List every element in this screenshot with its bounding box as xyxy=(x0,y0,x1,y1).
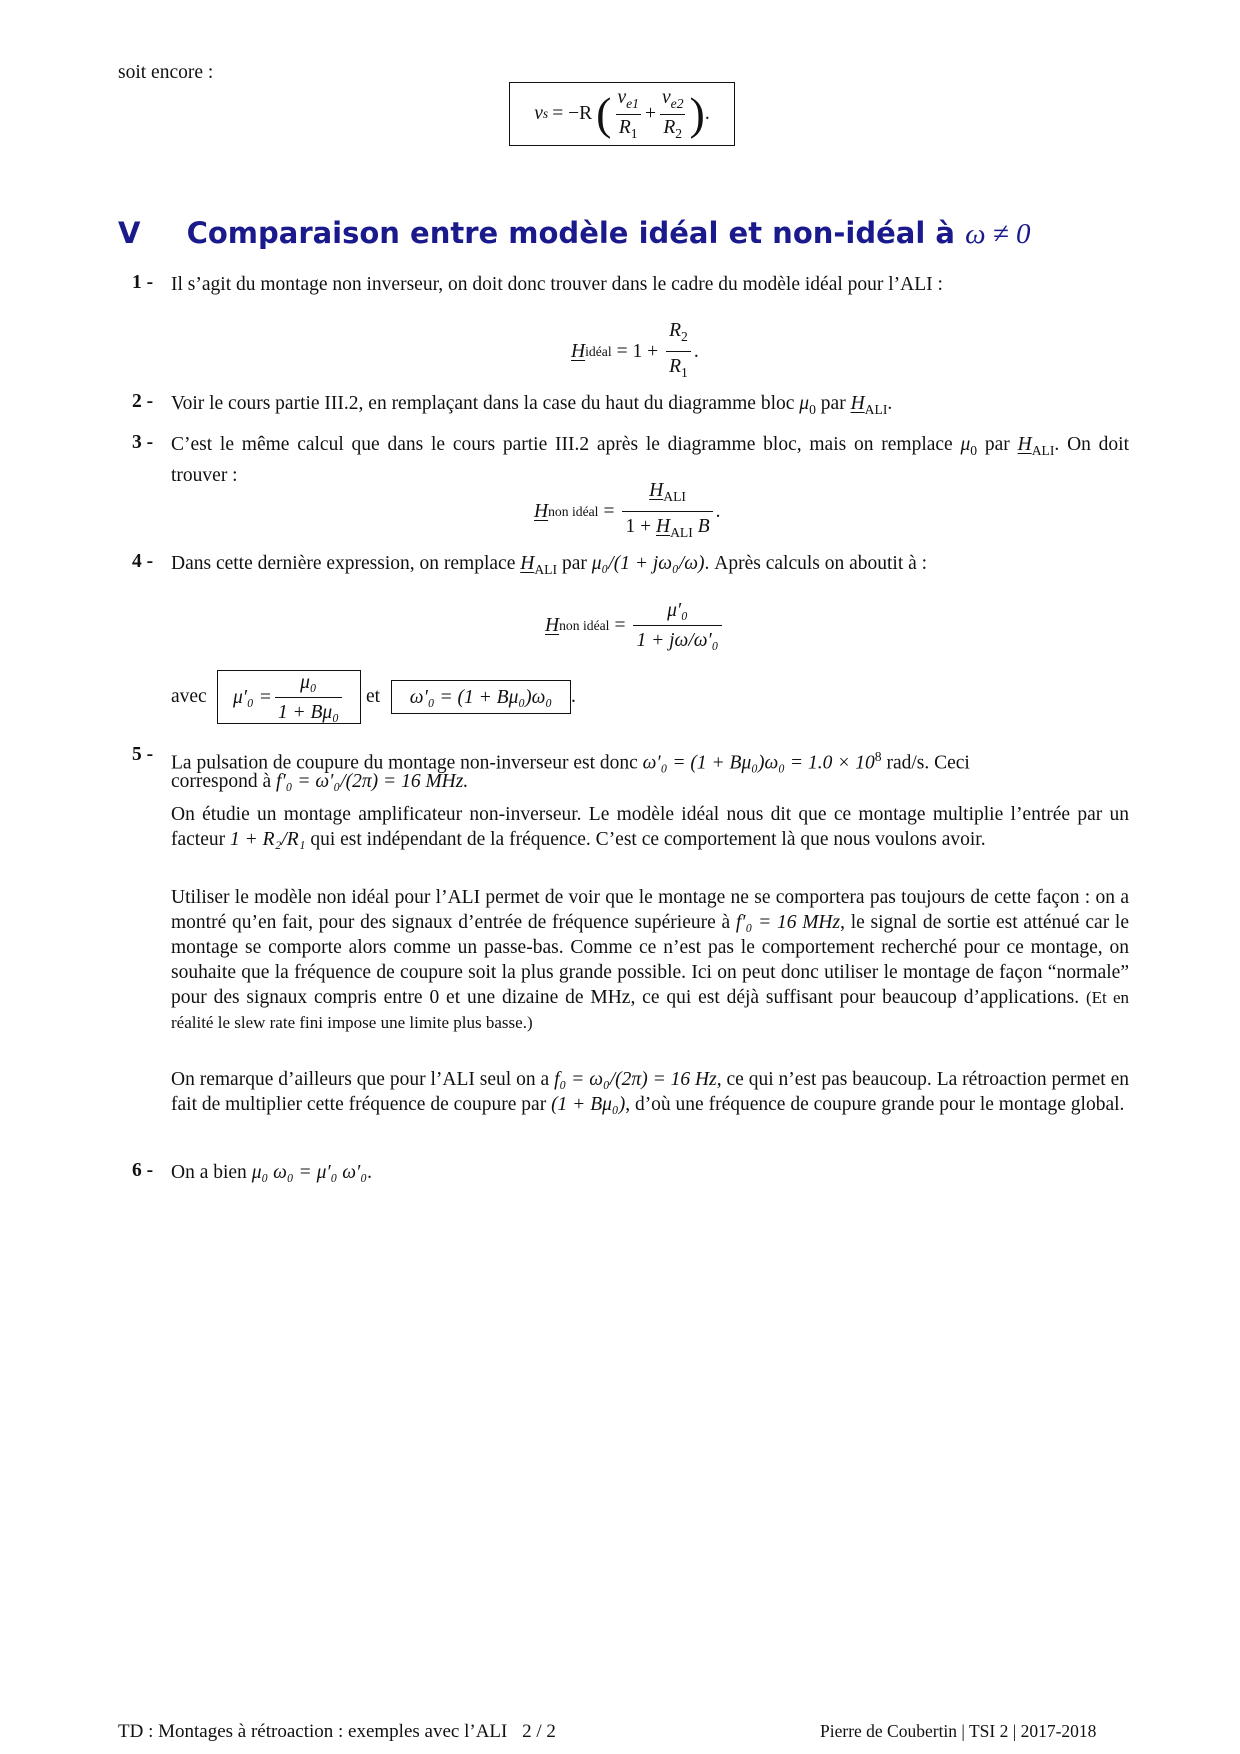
equation-h-non-ideal-result: H non idéal = $\frac{\text{μ′₀}}{\text{1 + jω/ω′₀}}$ xyxy=(545,598,725,653)
item-number-1: 1 - xyxy=(132,272,154,293)
boxed-mu0-prime: μ′₀ = $\frac{\text{μ₀}}{\text{1 + Bμ₀}}$ xyxy=(217,670,361,724)
item-2-text: Voir le cours partie III.2, en remplaçant dans la case du haut du diagramme bloc $\mu_0$ par $H_{ALI}$. xyxy=(171,393,893,417)
item-5-line-1: La pulsation de coupure du montage non-inverseur est donc $\omega'_0 = (1 + B\mu_0)\omega_0 = 1.0 \times 10^8$ rad/s. Ceci xyxy=(171,749,970,774)
section-title: Comparaison entre modèle idéal et non-idéal à xyxy=(186,216,955,250)
item-1-text: Il s’agit du montage non inverseur, on doit donc trouver dans le cadre du modèle idéal pour l’ALI : xyxy=(171,274,943,295)
item-5-line-2: correspond à f′₀ = ω′₀/(2π) = 16 MHz. xyxy=(171,771,469,792)
page-number: 2 / 2 xyxy=(522,1721,556,1742)
avec-label: avec xyxy=(171,686,207,707)
item-number-2: 2 - xyxy=(132,391,154,412)
section-title-math: ω ≠ 0 xyxy=(965,218,1031,250)
item-number-4: 4 - xyxy=(132,551,154,572)
item-number-6: 6 - xyxy=(132,1160,154,1181)
item-4-end: . xyxy=(571,686,576,707)
item-4-text: Dans cette dernière expression, on remplace $H_{ALI}$ par μ₀/(1 + jω₀/ω). Après calculs on aboutit à : xyxy=(171,553,928,577)
item-3-text: C’est le même calcul que dans le cours partie III.2 après le diagramme bloc, mais on remplace $\mu_0$ par $H_{ALI}$. On doit trouver : xyxy=(171,434,1130,486)
item-6-text: On a bien μ₀ ω₀ = μ′₀ ω′₀. xyxy=(171,1162,372,1183)
equation-h-non-ideal: H non idéal = $\frac{H_{ALI}}{1 + H_{ALI} B}$ . xyxy=(534,478,720,545)
item-number-3: 3 - xyxy=(132,432,154,453)
equation-h-ideal: H idéal = 1 + $\frac{R_2}{R_1}$ . xyxy=(571,318,699,385)
item-5-paragraph-2: On étudie un montage amplificateur non-inverseur. Le modèle idéal nous dit que ce montage multiplie l’entrée par un facteur 1 + R₂/R₁ qui est indépendant de la fréquence. C’est ce comportement là que nous voulons avoir. xyxy=(171,804,1129,850)
intro-text: soit encore : xyxy=(118,62,214,83)
item-5-paragraph-4: On remarque d’ailleurs que pour l’ALI seul on a f₀ = ω₀/(2π) = 16 Hz, ce qui n’est pas beaucoup. La rétroaction permet en fait de multiplier cette fréquence de coupure par (1 + Bμ₀), d’où une fréquence de coupure grande pour le montage global. xyxy=(171,1069,1129,1115)
boxed-equation-vs: v s = −R ( $\frac{v_{e1}}{R_1}$ + $\frac{v_{e2}}{R_2}$ ) . xyxy=(509,82,735,146)
footer-title: TD : Montages à rétroaction : exemples avec l’ALI 2 / 2 xyxy=(118,1721,556,1742)
et-label: et xyxy=(366,686,381,707)
item-5-paragraph-3: Utiliser le modèle non idéal pour l’ALI permet de voir que le montage ne se comportera pas toujours de cette façon : on a montré qu’en fait, pour des signaux d’entrée de fréquence supérieure à f′₀ = 16 MHz, le signal de sortie est atténué car le montage se comporte alors comme un passe-bas. Comme ce n’est pas le comportement recherché pour ce montage, on souhaite que la fréquence de coupure soit la plus grande possible. Ici on peut donc utiliser le montage de façon “normale” pour des signaux compris entre 0 et une dizaine de MHz, ce qui est déjà suffisant pour beaucoup d’applications. (Et en réalité le slew rate fini impose une limite plus basse.) xyxy=(171,887,1130,1032)
section-heading xyxy=(118,216,1030,251)
section-number: V xyxy=(118,216,141,250)
boxed-omega0-prime: ω′₀ = (1 + Bμ₀)ω₀ xyxy=(391,680,571,714)
item-number-5: 5 - xyxy=(132,744,154,765)
footer-right: Pierre de Coubertin | TSI 2 | 2017-2018 xyxy=(820,1721,1097,1741)
